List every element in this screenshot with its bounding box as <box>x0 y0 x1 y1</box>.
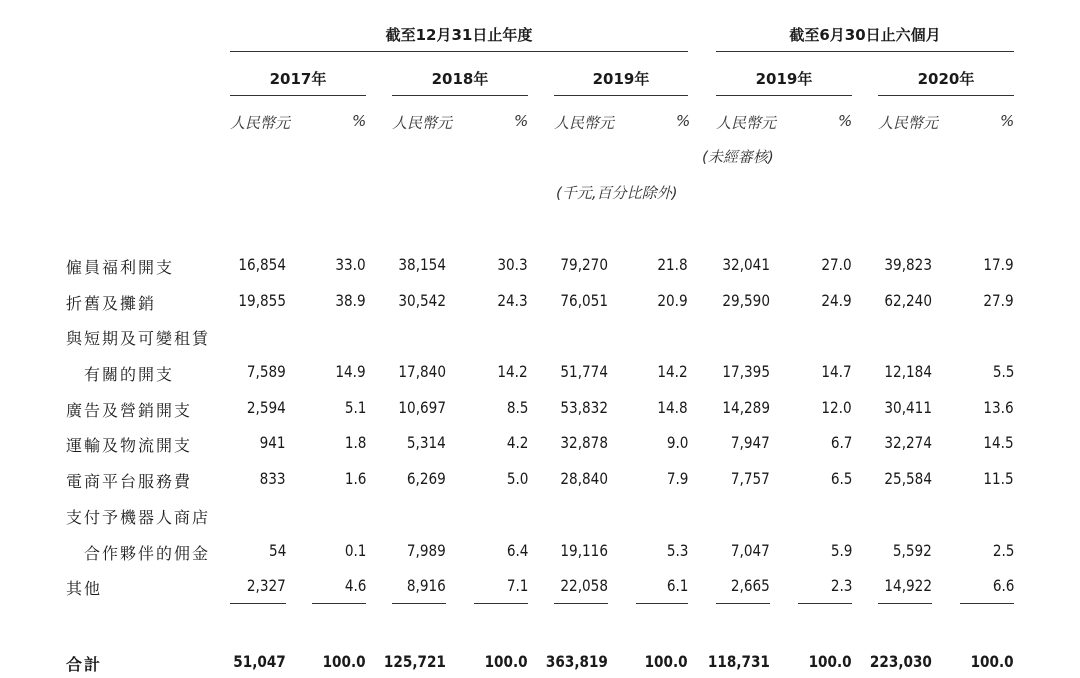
table-cell: 1.8 <box>344 433 366 452</box>
table-cell: 53,832 <box>560 398 608 417</box>
table-cell: 12.0 <box>821 398 852 417</box>
table-cell: 6,269 <box>407 469 446 488</box>
table-cell: 2,594 <box>247 398 286 417</box>
table-cell: 7,047 <box>731 541 770 560</box>
unaudited-note: (未經審核) <box>702 148 774 166</box>
group-underline-half-year <box>716 51 1014 52</box>
subtotal-underline <box>392 603 446 604</box>
table-cell: 16,854 <box>238 255 286 274</box>
subtotal-underline <box>474 603 528 604</box>
unit-rmb: 人民幣元 <box>392 114 453 132</box>
table-cell: 10,697 <box>398 398 446 417</box>
table-cell: 30,542 <box>398 291 446 310</box>
total-cell: 363,819 <box>546 652 608 671</box>
table-cell: 2.5 <box>992 541 1014 560</box>
table-cell: 7,589 <box>247 362 286 381</box>
table-cell: 6.6 <box>992 576 1014 595</box>
table-cell: 8.5 <box>506 398 528 417</box>
table-cell: 20.9 <box>657 291 688 310</box>
row-label: 折舊及攤銷 <box>66 294 157 313</box>
subtotal-underline <box>230 603 286 604</box>
year-underline <box>716 95 852 96</box>
row-label: 其他 <box>66 579 103 598</box>
table-cell: 5.0 <box>506 469 528 488</box>
table-cell: 27.9 <box>983 291 1014 310</box>
row-label: 合作夥伴的佣金 <box>84 544 211 563</box>
row-label: 廣告及營銷開支 <box>66 401 193 420</box>
table-cell: 30.3 <box>497 255 528 274</box>
table-cell: 51,774 <box>560 362 608 381</box>
year-header-2020-half: 2020年 <box>917 70 975 88</box>
table-cell: 27.0 <box>821 255 852 274</box>
table-cell: 32,274 <box>884 433 932 452</box>
year-underline <box>392 95 528 96</box>
row-label: 與短期及可變租賃 <box>66 329 211 348</box>
unit-rmb: 人民幣元 <box>554 114 615 132</box>
table-cell: 32,878 <box>560 433 608 452</box>
table-cell: 7,757 <box>731 469 770 488</box>
table-cell: 30,411 <box>884 398 932 417</box>
table-cell: 5.3 <box>666 541 688 560</box>
table-cell: 38,154 <box>398 255 446 274</box>
table-cell: 14.8 <box>657 398 688 417</box>
table-cell: 7.1 <box>506 576 528 595</box>
table-cell: 0.1 <box>344 541 366 560</box>
subtotal-underline <box>636 603 688 604</box>
row-label: 運輸及物流開支 <box>66 436 193 455</box>
table-cell: 5.9 <box>830 541 852 560</box>
group-header-half-year: 截至6月30日止六個月 <box>789 26 941 44</box>
total-cell: 223,030 <box>870 652 932 671</box>
table-cell: 19,116 <box>560 541 608 560</box>
table-cell: 21.8 <box>657 255 688 274</box>
table-cell: 8,916 <box>407 576 446 595</box>
table-cell: 14.5 <box>983 433 1014 452</box>
table-cell: 14.2 <box>497 362 528 381</box>
table-cell: 19,855 <box>238 291 286 310</box>
table-cell: 22,058 <box>560 576 608 595</box>
unit-pct: % <box>838 112 853 130</box>
year-header-2017: 2017年 <box>269 70 327 88</box>
group-header-annual: 截至12月31日止年度 <box>385 26 533 44</box>
year-underline <box>554 95 688 96</box>
table-cell: 14.7 <box>821 362 852 381</box>
table-cell: 13.6 <box>983 398 1014 417</box>
table-cell: 9.0 <box>666 433 688 452</box>
year-underline <box>878 95 1014 96</box>
table-cell: 4.6 <box>344 576 366 595</box>
total-cell: 100.0 <box>484 652 528 671</box>
table-cell: 5.5 <box>992 362 1014 381</box>
table-cell: 941 <box>260 433 286 452</box>
table-cell: 833 <box>260 469 286 488</box>
unit-pct: % <box>514 112 529 130</box>
table-cell: 33.0 <box>335 255 366 274</box>
unit-pct: % <box>352 112 367 130</box>
table-cell: 7.9 <box>666 469 688 488</box>
total-cell: 100.0 <box>644 652 688 671</box>
table-cell: 76,051 <box>560 291 608 310</box>
table-cell: 5.1 <box>344 398 366 417</box>
table-cell: 17,395 <box>722 362 770 381</box>
group-underline-annual <box>230 51 688 52</box>
total-cell: 125,721 <box>384 652 446 671</box>
subtotal-underline <box>798 603 852 604</box>
year-header-2019-half: 2019年 <box>755 70 813 88</box>
table-cell: 54 <box>268 541 286 560</box>
table-cell: 24.9 <box>821 291 852 310</box>
table-cell: 12,184 <box>884 362 932 381</box>
table-cell: 6.1 <box>666 576 688 595</box>
table-cell: 79,270 <box>560 255 608 274</box>
table-cell: 14,922 <box>884 576 932 595</box>
total-cell: 100.0 <box>970 652 1014 671</box>
unit-note: (千元,百分比除外) <box>556 184 678 202</box>
table-cell: 14.9 <box>335 362 366 381</box>
total-label: 合計 <box>66 655 103 674</box>
subtotal-underline <box>878 603 932 604</box>
table-cell: 62,240 <box>884 291 932 310</box>
subtotal-underline <box>960 603 1014 604</box>
table-cell: 39,823 <box>884 255 932 274</box>
table-cell: 5,592 <box>893 541 932 560</box>
table-cell: 17.9 <box>983 255 1014 274</box>
table-cell: 32,041 <box>722 255 770 274</box>
table-cell: 6.4 <box>506 541 528 560</box>
table-cell: 14,289 <box>722 398 770 417</box>
year-header-2018: 2018年 <box>431 70 489 88</box>
unit-pct: % <box>1000 112 1015 130</box>
table-cell: 11.5 <box>983 469 1014 488</box>
row-label: 電商平台服務費 <box>66 472 193 491</box>
total-cell: 100.0 <box>322 652 366 671</box>
total-cell: 100.0 <box>808 652 852 671</box>
table-cell: 14.2 <box>657 362 688 381</box>
unit-pct: % <box>676 112 691 130</box>
table-cell: 7,947 <box>731 433 770 452</box>
table-cell: 4.2 <box>506 433 528 452</box>
subtotal-underline <box>312 603 366 604</box>
row-label: 僱員福利開支 <box>66 258 175 277</box>
table-cell: 25,584 <box>884 469 932 488</box>
total-cell: 118,731 <box>708 652 770 671</box>
total-cell: 51,047 <box>233 652 286 671</box>
table-cell: 2.3 <box>830 576 852 595</box>
table-cell: 2,327 <box>247 576 286 595</box>
table-cell: 7,989 <box>407 541 446 560</box>
row-label: 有關的開支 <box>84 365 175 384</box>
table-cell: 29,590 <box>722 291 770 310</box>
year-underline <box>230 95 366 96</box>
unit-rmb: 人民幣元 <box>716 114 777 132</box>
unit-rmb: 人民幣元 <box>230 114 291 132</box>
table-cell: 24.3 <box>497 291 528 310</box>
table-cell: 38.9 <box>335 291 366 310</box>
table-cell: 6.5 <box>830 469 852 488</box>
table-cell: 6.7 <box>830 433 852 452</box>
table-cell: 1.6 <box>344 469 366 488</box>
subtotal-underline <box>716 603 770 604</box>
row-label: 支付予機器人商店 <box>66 508 211 527</box>
unit-rmb: 人民幣元 <box>878 114 939 132</box>
year-header-2019: 2019年 <box>592 70 650 88</box>
subtotal-underline <box>554 603 608 604</box>
table-cell: 5,314 <box>407 433 446 452</box>
table-cell: 28,840 <box>560 469 608 488</box>
table-cell: 17,840 <box>398 362 446 381</box>
table-cell: 2,665 <box>731 576 770 595</box>
